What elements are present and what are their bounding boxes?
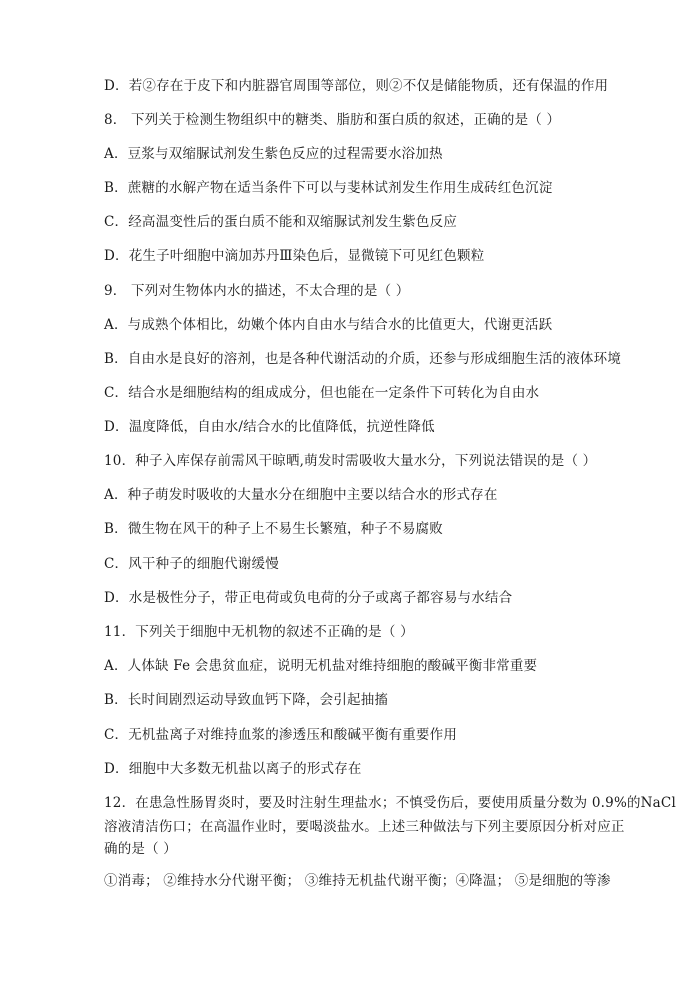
q8-option-b: B．蔗糖的水解产物在适当条件下可以与斐林试剂发生作用生成砖红色沉淀	[104, 180, 553, 196]
q10-option-a: A．种子萌发时吸收的大量水分在细胞中主要以结合水的形式存在	[104, 487, 498, 503]
q8-option-a: A．豆浆与双缩脲试剂发生紫色反应的过程需要水浴加热	[104, 146, 443, 162]
q8-stem: 8． 下列关于检测生物组织中的糖类、脂肪和蛋白质的叙述，正确的是（ ）	[104, 112, 561, 128]
q7-option-d: D．若②存在于皮下和内脏器官周围等部位，则②不仅是储能物质，还有保温的作用	[104, 78, 609, 94]
q9-option-d: D．温度降低，自由水/结合水的比值降低，抗逆性降低	[104, 419, 435, 435]
q8-option-d: D．花生子叶细胞中滴加苏丹Ⅲ染色后，显微镜下可见红色颗粒	[104, 248, 485, 264]
q12-stem-line-2: 溶液清洁伤口；在高温作业时，要喝淡盐水。上述三种做法与下列主要原因分析对应正	[104, 819, 625, 835]
q9-stem: 9． 下列对生物体内水的描述，不太合理的是（ ）	[104, 283, 410, 299]
q9-option-a: A．与成熟个体相比，幼嫩个体内自由水与结合水的比值更大，代谢更活跃	[104, 317, 553, 333]
q11-option-c: C．无机盐离子对维持血浆的渗透压和酸碱平衡有重要作用	[104, 727, 458, 743]
q10-option-c: C．风干种子的细胞代谢缓慢	[104, 556, 279, 572]
q11-option-a: A．人体缺 Fe 会患贫血症，说明无机盐对维持细胞的酸碱平衡非常重要	[104, 658, 538, 674]
q10-option-d: D．水是极性分子，带正电荷或负电荷的分子或离子都容易与水结合	[104, 590, 513, 606]
q10-stem: 10．种子入库保存前需风干晾晒,萌发时需吸收大量水分，下列说法错误的是（ ）	[104, 453, 597, 469]
q11-option-b: B．长时间剧烈运动导致血钙下降，会引起抽搐	[104, 692, 389, 708]
q12-choices: ①消毒； ②维持水分代谢平衡； ③维持无机盐代谢平衡；④降温； ⑤是细胞的等渗	[104, 873, 611, 889]
q9-option-c: C．结合水是细胞结构的组成成分，但也能在一定条件下可转化为自由水	[104, 385, 540, 401]
q9-option-b: B．自由水是良好的溶剂，也是各种代谢活动的介质，还参与形成细胞生活的液体环境	[104, 351, 622, 367]
q11-option-d: D．细胞中大多数无机盐以离子的形式存在	[104, 761, 362, 777]
q11-stem: 11．下列关于细胞中无机物的叙述不正确的是（ ）	[104, 624, 414, 640]
q12-stem-line-1: 12．在患急性肠胃炎时，要及时注射生理盐水；不慎受伤后，要使用质量分数为 0.9%的NaCl	[104, 795, 676, 811]
q12-stem-line-3: 确的是（ ）	[104, 841, 177, 857]
q8-option-c: C．经高温变性后的蛋白质不能和双缩脲试剂发生紫色反应	[104, 214, 458, 230]
q10-option-b: B．微生物在风干的种子上不易生长繁殖，种子不易腐败	[104, 521, 443, 537]
